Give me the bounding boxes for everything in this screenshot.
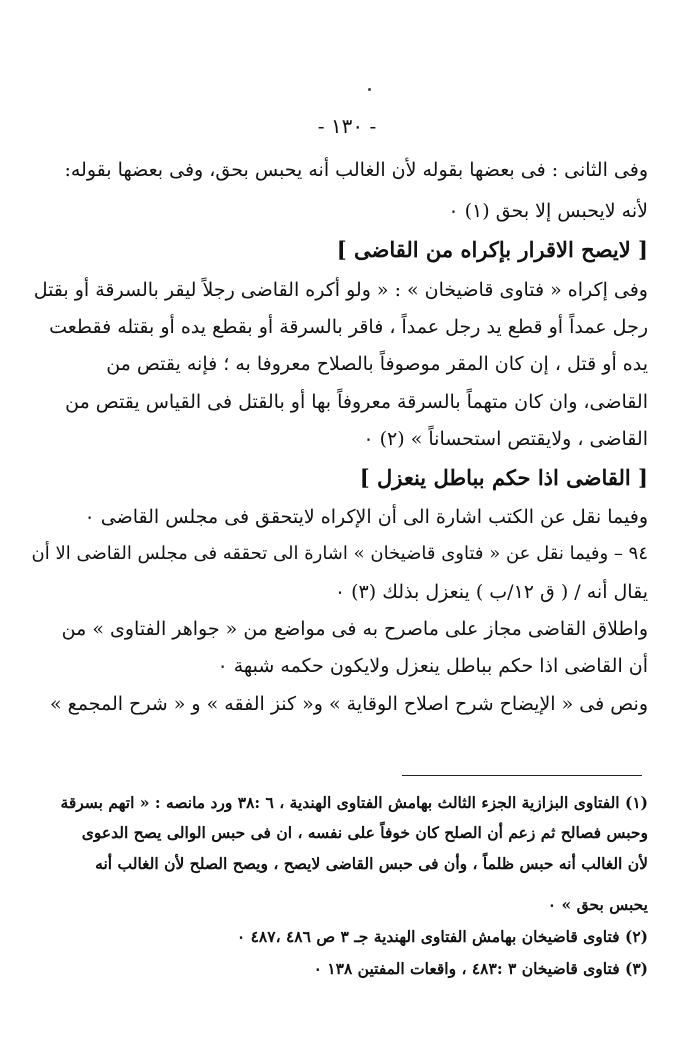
body-line: وفى إكراه « فتاوى قاضيخان » : « ولو أكره القاضى رجلاً ليقر بالسرقة أو بقتل [33, 279, 648, 301]
body-line: القاضى ، ولايقتص استحساناً » (٢) ٠ [363, 428, 648, 450]
footnote-line: وحبس فصالح ثم زعم أن الصلح كان خوفاً على نفسه ، ان فى حبس الوالى يصح الدعوى [81, 823, 648, 842]
body-line: ونص فى « الإيضاح شرح اصلاح الوقاية » و« كنز الفقه » و « شرح المجمع » [49, 693, 648, 715]
section-heading: [ لايصح الاقرار بإكراه من القاضى ] [336, 237, 648, 262]
footnote-line: يحبس بحق » ٠ [547, 895, 648, 914]
body-line: لأنه لايحبس إلا بحق (١) ٠ [448, 200, 648, 222]
body-line: واطلاق القاضى مجاز على ماصرح به فى مواضع من « جواهر الفتاوى » من [61, 618, 648, 640]
footnote-line: لأن الغالب أنه حبس ظلماً ، وأن فى حبس القاضى لايصح ، ويصح الصلح لأن الغالب أنه [95, 854, 648, 873]
body-line: القاضى، وان كان متهماً بالسرقة معروفاً بها أو بالقتل فى القياس يقتص من [65, 391, 648, 413]
section-heading: [ القاضى اذا حكم بباطل ينعزل ] [359, 465, 648, 490]
body-line: ٩٤ – وفيما نقل عن « فتاوى قاضيخان » اشارة الى تحققه فى مجلس القاضى الا أن [31, 543, 648, 564]
body-line: وفى الثانى : فى بعضها بقوله لأن الغالب أنه يحبس بحق، وفى بعضها بقوله: [64, 159, 648, 181]
footnote-divider [402, 775, 642, 776]
speck-mark [368, 88, 371, 91]
body-line: أن القاضى اذا حكم بباطل ينعزل ولايكون حكمه شبهة ٠ [217, 655, 648, 677]
footnote-line: (١) الفتاوى البزازية الجزء الثالث بهامش الفتاوى الهندية ، ٦ :٣٨ ورد مانصه : « اتهم بسرقة [60, 793, 648, 812]
body-line: رجل عمداً أو قطع يد رجل عمداً ، فاقر بالسرقة أو بقطع يده أو بقتله فقطعت [49, 316, 648, 338]
footnote-line: (٢) فتاوى قاضيخان بهامش الفتاوى الهندية جـ ٣ ص ٤٨٦ ،٤٨٧ ٠ [236, 927, 648, 946]
page-number: - ١٣٠ - [317, 114, 377, 138]
body-line: وفيما نقل عن الكتب اشارة الى أن الإكراه لايتحقق فى مجلس القاضى ٠ [84, 506, 648, 528]
body-line: يده أو قتل ، إن كان المقر موصوفاً بالصلاح معروفا به ؛ فإنه يقتص من [106, 353, 648, 375]
body-line: يقال أنه / ( ق ١٢/ب ) ينعزل بذلك (٣) ٠ [334, 581, 648, 603]
footnote-line: (٣) فتاوى قاضيخان ٣ :٤٨٣ ، واقعات المفتين ١٣٨ ٠ [313, 959, 648, 978]
